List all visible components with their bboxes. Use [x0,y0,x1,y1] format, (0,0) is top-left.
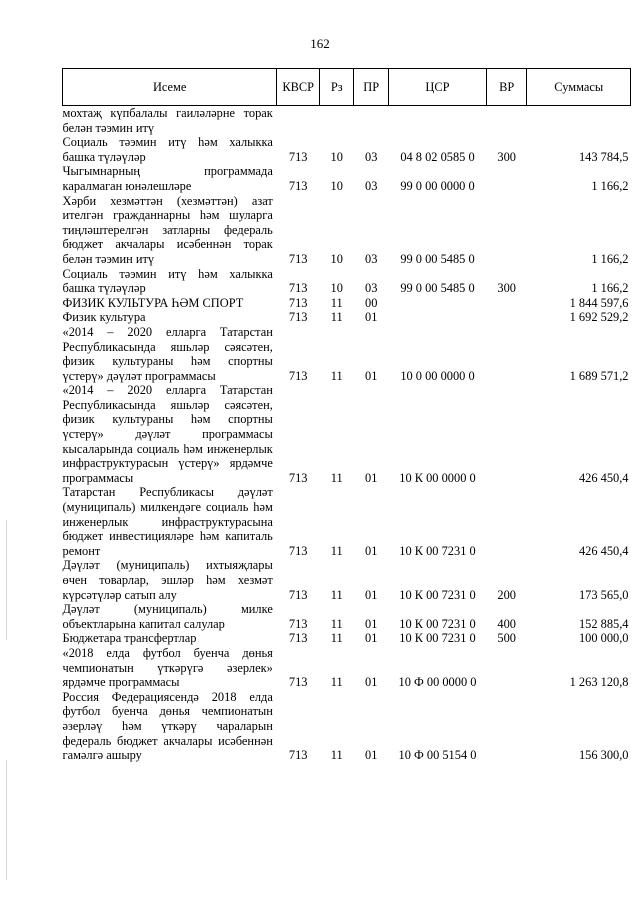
cell-vr: 200 [497,587,516,602]
cell-vr [487,485,527,558]
cell-sum: 156 300,0 [578,748,629,763]
cell-name: «2018 елда футбол буенча дөнья чемпионатын үткәрүгә әзерлек» ярдәмче программасы [62,645,273,690]
header-kvsr: КВСР [277,69,320,106]
cell-pr: 01 [365,631,378,646]
cell-pr: 01 [365,470,378,485]
cell-csr: 10 К 00 7231 0 [399,543,476,558]
cell-kvsr: 713 [288,281,308,296]
cell-rz: 11 [330,631,343,646]
cell-pr: 01 [365,748,378,763]
cell-csr: 10 К 00 7231 0 [399,587,476,602]
cell-vr [487,296,527,311]
cell-name: Физик культура [62,310,146,325]
cell-kvsr [277,106,320,136]
cell-vr [487,164,527,193]
cell-rz: 11 [330,675,343,690]
cell-name: Бюджетара трансфертлар [62,631,197,646]
cell-kvsr: 713 [288,748,308,763]
cell-pr: 03 [365,251,378,266]
cell-sum: 152 885,4 [578,616,629,631]
header-pr: ПР [354,69,389,106]
cell-name: «2014 – 2020 елларга Татарстан Республикасында яшьләр сәясәтен, физик культураны һәм спортны үстерү» дәүләт программасы кысаларында социаль һәм инженерлык инфраструктурасын үстерү» ярдәмче программасы [62,383,273,485]
cell-sum [527,106,631,136]
cell-name: «2014 – 2020 елларга Татарстан Республикасында яшьләр сәясәтен, физик культураны һәм спортны үстерү» дәүләт программасы [62,324,273,383]
cell-pr: 01 [365,675,378,690]
table-row [63,602,631,631]
cell-vr [487,690,527,763]
cell-pr: 03 [365,281,378,296]
table-row [63,646,631,690]
cell-sum: 1 166,2 [591,251,629,266]
header-name: Исеме [63,69,277,106]
cell-rz: 11 [330,368,343,383]
header-csr: ЦСР [388,69,486,106]
cell-rz: 11 [330,587,343,602]
table-row [63,267,631,296]
cell-rz: 10 [330,149,343,164]
header-vr: ВР [487,69,527,106]
cell-rz: 11 [330,543,343,558]
cell-sum: 1 166,2 [591,178,629,193]
cell-csr: 99 0 00 0000 0 [400,178,475,193]
table-row [63,296,631,311]
cell-sum: 173 565,0 [578,587,629,602]
cell-vr [487,106,527,136]
page-number: 162 [310,36,330,51]
cell-rz: 11 [330,748,343,763]
cell-kvsr: 713 [288,543,308,558]
cell-kvsr: 713 [288,149,308,164]
cell-csr [388,106,486,136]
cell-rz: 10 [330,178,343,193]
cell-sum: 1 692 529,2 [569,310,629,325]
cell-name: Татарстан Республикасы дәүләт (муниципаль) милкендәге социаль һәм инженерлык инфраструктурасына бюджет инвестицияләре һәм капиталь ремонт [62,485,273,558]
cell-name: Россия Федерациясендә 2018 елда футбол буенча дөнья чемпионатын әзерләү һәм үткәрү чараларын федераль бюджет акчалары исәбеннән гамәлгә ашыру [62,689,273,763]
cell-name: Чыгымнарның программада каралмаган юнәлешләре [62,164,273,193]
cell-csr: 10 К 00 7231 0 [399,631,476,646]
cell-kvsr: 713 [288,295,308,310]
cell-name: Дәүләт (муниципаль) милке объектларына капитал салулар [62,602,273,631]
cell-csr: 10 Ф 00 0000 0 [398,675,477,690]
table-body [63,106,631,763]
cell-pr: 03 [365,149,378,164]
table-row [63,690,631,763]
cell-rz: 11 [330,310,343,325]
cell-sum: 426 450,4 [578,543,629,558]
cell-rz [320,106,354,136]
scan-margin-line [6,520,7,640]
cell-kvsr: 713 [288,675,308,690]
cell-csr: 10 0 00 0000 0 [400,368,475,383]
cell-vr: 500 [497,631,516,646]
cell-sum: 1 689 571,2 [569,368,629,383]
cell-kvsr: 713 [288,310,308,325]
cell-pr [354,106,389,136]
cell-csr: 10 Ф 00 5154 0 [398,748,477,763]
cell-kvsr: 713 [288,587,308,602]
cell-sum: 1 166,2 [591,281,629,296]
cell-kvsr: 713 [288,616,308,631]
cell-vr: 400 [497,616,516,631]
cell-pr: 01 [365,368,378,383]
table-row [63,164,631,193]
cell-rz: 10 [330,281,343,296]
cell-name: ФИЗИК КУЛЬТУРА ҺӘМ СПОРТ [62,295,244,310]
cell-vr [487,325,527,383]
cell-pr: 00 [365,295,378,310]
header-rz: Рз [320,69,354,106]
cell-kvsr: 713 [288,251,308,266]
cell-vr [487,194,527,267]
cell-sum: 426 450,4 [578,470,629,485]
table-row [63,310,631,325]
cell-rz: 10 [330,251,343,266]
cell-rz: 11 [330,295,343,310]
cell-kvsr: 713 [288,470,308,485]
cell-pr: 03 [365,178,378,193]
cell-sum: 100 000,0 [578,631,629,646]
cell-vr [487,646,527,690]
table-row [63,325,631,383]
cell-vr [487,310,527,325]
cell-csr: 99 0 00 5485 0 [400,281,475,296]
cell-vr [487,383,527,485]
cell-pr: 01 [365,310,378,325]
table-row [63,135,631,164]
cell-kvsr: 713 [288,178,308,193]
cell-name: Дәүләт (муниципаль) ихтыяҗлары өчен товарлар, эшләр һәм хезмәт күрсәтүләр сатып алу [62,558,273,602]
cell-sum: 1 844 597,6 [569,295,629,310]
table-row [63,558,631,602]
cell-csr: 10 К 00 0000 0 [399,470,476,485]
cell-csr: 99 0 00 5485 0 [400,251,475,266]
cell-rz: 11 [330,616,343,631]
cell-name: Социаль тәэмин итү һәм халыкка башка түләүләр [62,266,273,296]
cell-vr: 300 [497,149,516,164]
cell-pr: 01 [365,587,378,602]
cell-csr [388,296,486,311]
cell-name: мохтаҗ күпбалалы гаиләләрне торак белән тәэмин итү [62,106,273,135]
cell-csr: 04 8 02 0585 0 [400,149,475,164]
table-row [63,194,631,267]
cell-name: Социаль тәэмин итү һәм халыкка башка түләүләр [62,135,273,164]
table-row [63,383,631,485]
cell-sum: 1 263 120,8 [569,675,629,690]
scan-margin-line [6,760,7,880]
budget-table [62,68,631,763]
cell-pr: 01 [365,543,378,558]
cell-rz: 11 [330,470,343,485]
table-row [63,485,631,558]
cell-name: Хәрби хезмәттән (хезмәттән) азат ителгән гражданнарны һәм шуларга тиңләштерелгән затларны федераль бюджет акчалары исәбеннән торак белән тәэмин итү [62,193,273,266]
table-header [63,69,631,106]
cell-kvsr: 713 [288,368,308,383]
cell-csr: 10 К 00 7231 0 [399,616,476,631]
header-sum: Суммасы [527,69,631,106]
cell-pr: 01 [365,616,378,631]
table-row [63,631,631,646]
cell-vr: 300 [497,281,516,296]
cell-sum: 143 784,5 [578,149,629,164]
cell-kvsr: 713 [288,631,308,646]
table-row [63,106,631,136]
cell-csr [388,310,486,325]
